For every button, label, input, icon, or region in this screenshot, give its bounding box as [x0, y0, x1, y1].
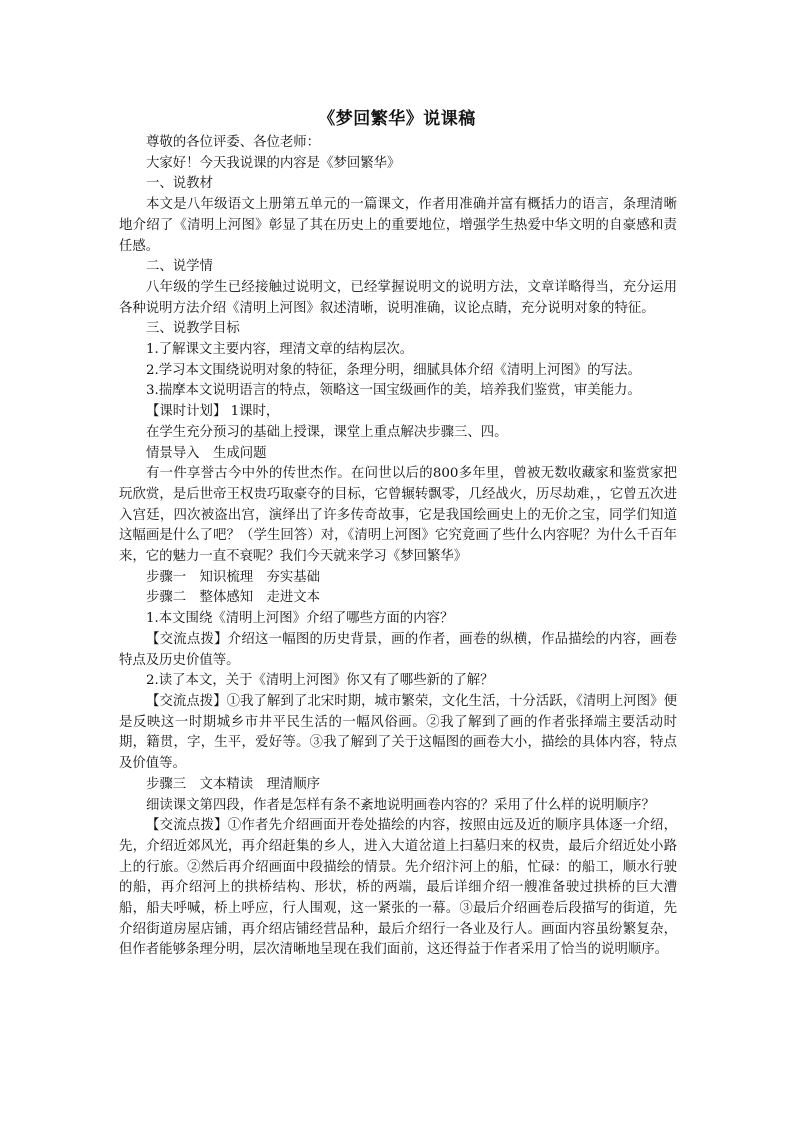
paragraph-lesson-plan: 【课时计划】 1课时， [146, 404, 280, 420]
step-heading-2: 步骤二 整体感知 走进文本 [146, 590, 321, 606]
paragraph-lesson-focus: 在学生充分预习的基础上授课，课堂上重点解决步骤三、四。 [146, 424, 508, 440]
document-body [119, 133, 677, 961]
answer-2: 【交流点拨】①我了解到了北宋时期，城市繁荣，文化生活，十分活跃，《清明上河图》便是反映这一时期城乡市井平民生活的一幅风俗画。②我了解到了画的作者张择端主要活动时期，籍贯，字，生平，爱好等。③我了解到了关于这幅图的画卷大小，描绘的具体内容，特点及价值等。 [119, 693, 677, 772]
step-heading-1: 步骤一 知识梳理 夯实基础 [146, 569, 321, 585]
goal-item-3: 3.揣摩本文说明语言的特点，领略这一国宝级画作的美，培养我们鉴赏，审美能力。 [146, 383, 641, 399]
section-heading-textbook: 一、说教材 [146, 176, 213, 192]
section-heading-goals: 三、说教学目标 [146, 321, 240, 337]
goal-item-2: 2.学习本文围绕说明对象的特征，条理分明，细腻具体介绍《清明上河图》的写法。 [146, 362, 641, 378]
paragraph-students: 八年级的学生已经接触过说明文，已经掌握说明文的说明方法，文章详略得当，充分运用各种说明方法介绍《清明上河图》叙述清晰，说明准确，议论点睛，充分说明对象的特征。 [119, 279, 677, 316]
answer-1: 【交流点拨】介绍这一幅图的历史背景，画的作者，画卷的纵横，作品描绘的内容，画卷特点及历史价值等。 [119, 631, 677, 668]
question-3: 细读课文第四段，作者是怎样有条不紊地说明画卷内容的？采用了什么样的说明顺序？ [146, 797, 655, 813]
section-heading-intro: 情景导入 生成问题 [146, 445, 267, 461]
question-2: 2.读了本文，关于《清明上河图》你又有了哪些新的了解？ [146, 673, 494, 689]
document-title: 《梦回繁华》说课稿 [318, 109, 476, 129]
paragraph-intro: 大家好！今天我说课的内容是《梦回繁华》 [146, 155, 401, 171]
section-heading-students: 二、说学情 [146, 259, 213, 275]
paragraph-intro-story: 有一件享誉古今中外的传世杰作。在问世以后的800多年里，曾被无数收藏家和鉴赏家把玩欣赏，是后世帝王权贵巧取豪夺的目标，它曾辗转飘零，几经战火，历尽劫难，，它曾五次进入宫廷，四次被盗出宫，演绎出了许多传奇故事，它是我国绘画史上的无价之宝，同学们知道这幅画是什么了吧？（学生回答）对，《清明上河图》它究竟画了些什么内容呢？为什么千百年来，它的魅力一直不衰呢？我们今天就来学习《梦回繁华》 [119, 466, 677, 565]
paragraph-textbook: 本文是八年级语文上册第五单元的一篇课文，作者用准确并富有概括力的语言，条理清晰地介绍了《清明上河图》彰显了其在历史上的重要地位，增强学生热爱中华文明的自豪感和责任感。 [119, 197, 677, 254]
paragraph-greeting: 尊敬的各位评委、各位老师： [146, 135, 321, 150]
step-heading-3: 步骤三 文本精读 理清顺序 [146, 776, 321, 792]
goal-item-1: 1.了解课文主要内容，理清文章的结构层次。 [146, 342, 414, 358]
answer-3: 【交流点拨】①作者先介绍画面开卷处描绘的内容，按照由远及近的顺序具体逐一介绍，先，介绍近郊风光，再介绍赶集的乡人，进入大道岔道上扫墓归来的权贵，最后介绍近处小路上的行旅。②然后再介绍画面中段描绘的情景。先介绍汴河上的船，忙碌：的船工，顺水行驶的船，再介绍河上的拱桥结构、形状，桥的两端，最后详细介绍一艘准备驶过拱桥的巨大漕船，船夫呼喊，桥上呼应，行人围观，这一紧张的一幕。③最后介绍画卷后段描写的街道，先介绍街道房屋店铺，再介绍店铺经营品种，最后介绍行一各业及行人。画面内容虽纷繁复杂，但作者能够条理分明，层次清晰地呈现在我们面前，这还得益于作者采用了恰当的说明顺序。 [119, 818, 677, 958]
question-1: 1.本文围绕《清明上河图》介绍了哪些方面的内容？ [146, 611, 454, 627]
